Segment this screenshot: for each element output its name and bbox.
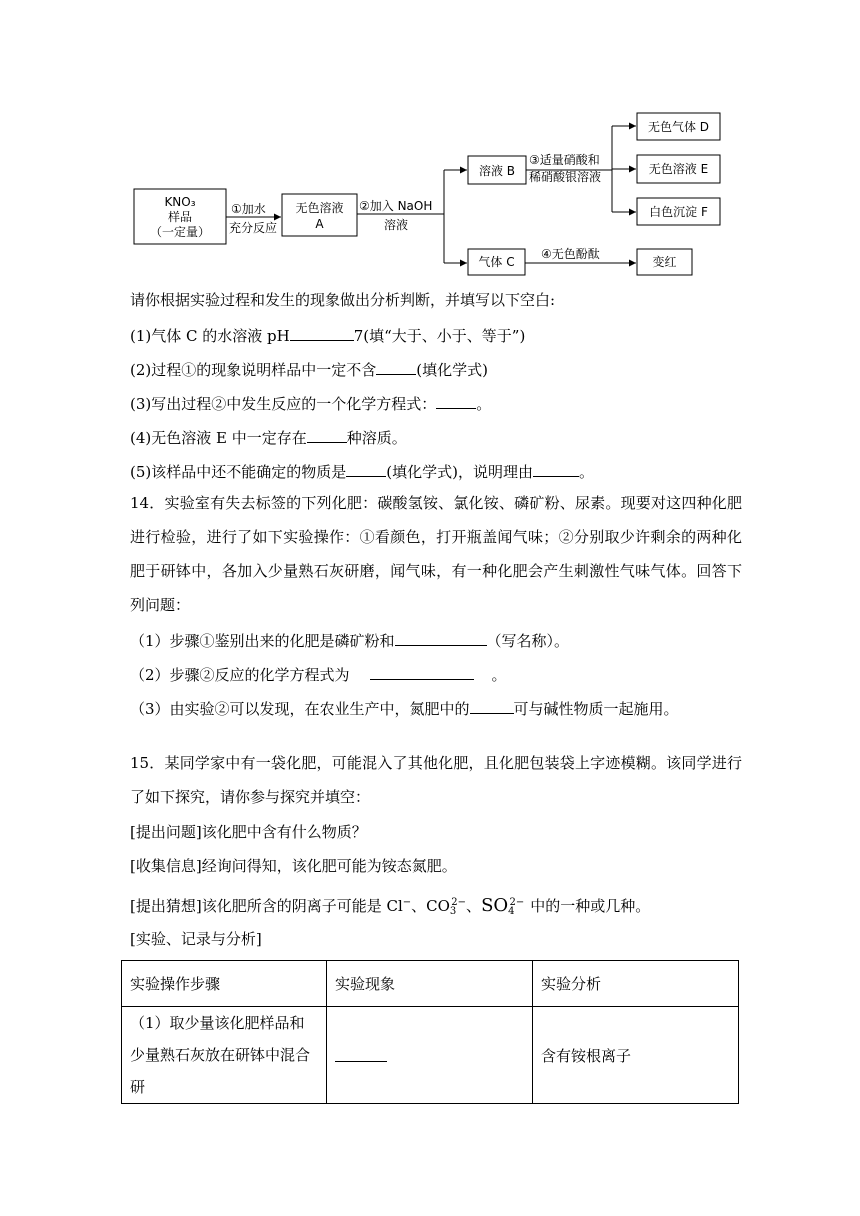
q13-part5-text: (5)该样品中还不能确定的物质是 (130, 463, 347, 481)
q15-hyp-co-charge: 2− (451, 897, 467, 908)
q13-part4 (130, 426, 407, 448)
q15-hyp-so: SO (481, 895, 509, 916)
q13-part4-text2: 种溶质。 (346, 429, 407, 447)
box-e-label: 无色溶液 E (648, 162, 709, 176)
q15-hyp-sep2: 、 (466, 897, 482, 915)
step4-label: ④无色酚酞 (541, 247, 600, 261)
q15-record-heading: [实验、记录与分析] (130, 930, 262, 948)
step3-label-line1: ③适量硝酸和 (529, 153, 600, 167)
table-header-step: 实验操作步骤 (122, 961, 327, 1007)
q13-part3-blank (436, 392, 476, 409)
step2-label-line1: ②加入 NaOH (359, 199, 433, 213)
step1-label-line2: 充分反应 (229, 221, 278, 235)
q14-stem: 14．实验室有失去标签的下列化肥：碳酸氢铵、氯化铵、磷矿粉、尿素。现要对这四种化肥进行检验，进行了如下实验操作：①看颜色，打开瓶盖闻气味；②分别取少许剩余的两种化肥于研钵中，各加入少量熟石灰研磨，闻气味，有一种化肥会产生刺激性气味气体。回答下列问题： (130, 494, 742, 614)
q13-part4-blank (307, 426, 347, 443)
q13-part5-text3: 。 (578, 463, 594, 481)
table-row1-analysis: 含有铵根离子 (533, 1007, 739, 1104)
q13-part2-text2: (填化学式) (416, 361, 488, 379)
table-header-phenomenon: 实验现象 (327, 961, 533, 1007)
q15-question: [提出问题]该化肥中含有什么物质？ (130, 823, 367, 841)
q13-intro: 请你根据实验过程和发生的现象做出分析判断，并填写以下空白: (130, 291, 556, 309)
q14-part1-blank (395, 629, 487, 646)
flow-diagram (0, 100, 860, 285)
q13-part1-text: (1)气体 C 的水溶液 pH (130, 327, 290, 345)
q13-part5 (130, 460, 594, 482)
q14-part1-text: （1）步骤①鉴别出来的化肥是磷矿粉和 (130, 632, 395, 650)
q15-stem: 15．某同学家中有一袋化肥，可能混入了其他化肥，且化肥包装袋上字迹模糊。该同学进行了如下探究，请你参与探究并填空： (130, 754, 742, 806)
q14-part2-text2: 。 (491, 666, 507, 684)
table-header-row (122, 961, 739, 1007)
box-c-label: 气体 C (478, 255, 515, 269)
box-a-line1: 无色溶液 (295, 201, 344, 215)
q15-hyp-so-charge: 2− (509, 897, 525, 908)
box-red-label: 变红 (652, 255, 677, 269)
q13-part1-blank (290, 324, 354, 341)
q13-part2-blank (376, 358, 416, 375)
q15-hyp-text2: 中的一种或几种。 (530, 897, 651, 915)
q15-hyp-so-sub: 4 (508, 906, 515, 917)
table-row1-blank (335, 1045, 387, 1062)
table-row1-phenomenon (327, 1007, 533, 1104)
step3-label-line2: 稀硝酸银溶液 (529, 170, 602, 184)
box-b-label: 溶液 B (478, 164, 516, 178)
q14-part2-text: （2）步骤②反应的化学方程式为 (130, 666, 350, 684)
table-header-analysis: 实验分析 (533, 961, 739, 1007)
q14-part3-blank (470, 697, 514, 714)
q15-hyp-text: [提出猜想]该化肥所含的阴离子可能是 Cl (130, 897, 403, 915)
q13-part4-text: (4)无色溶液 E 中一定存在 (130, 429, 307, 447)
q14-part2 (130, 663, 507, 685)
q14-part2-blank (370, 663, 474, 680)
step2-label-line2: 溶液 (384, 218, 409, 232)
q15-hyp-sep1: 、CO (411, 897, 450, 915)
table-row1-step: （1）取少量该化肥样品和少量熟石灰放在研钵中混合研 (122, 1007, 327, 1104)
q14-part3-text: （3）由实验②可以发现，在农业生产中，氮肥中的 (130, 700, 470, 718)
q13-part5-blank2 (533, 460, 579, 477)
sample-box-line3: （一定量） (149, 225, 211, 239)
q14-part1-text2: （写名称）。 (486, 632, 570, 650)
table-row (122, 1007, 739, 1104)
q13-part2-text: (2)过程①的现象说明样品中一定不含 (130, 361, 377, 379)
q13-part3 (130, 392, 491, 414)
q15-info: [收集信息]经询问得知，该化肥可能为铵态氮肥。 (130, 857, 457, 875)
q14-part1 (130, 629, 569, 651)
q13-part2 (130, 358, 488, 380)
q14-part3 (130, 697, 679, 719)
q13-part1 (130, 324, 525, 346)
q13-part3-text2: 。 (476, 395, 492, 413)
q15-hypothesis (130, 893, 650, 922)
q13-part5-text2: (填化学式)，说明理由 (386, 463, 533, 481)
box-f-label: 白色沉淀 F (649, 205, 708, 219)
sample-box-line1: KNO₃ (164, 195, 196, 209)
q13-part1-text2: 7(填“大于、小于、等于”) (353, 327, 526, 345)
q13-part5-blank1 (346, 460, 386, 477)
q13-part3-text: (3)写出过程②中发生反应的一个化学方程式： (130, 395, 437, 413)
sample-box-line2: 样品 (167, 210, 193, 224)
step1-label-line1: ①加水 (231, 202, 266, 216)
box-a-line2: A (315, 217, 324, 231)
experiment-table (121, 960, 739, 1104)
q15-hyp-cl-charge: − (402, 897, 412, 908)
box-d-label: 无色气体 D (647, 120, 710, 134)
q14-part3-text2: 可与碱性物质一起施用。 (513, 700, 679, 718)
q15-hyp-co-sub: 3 (449, 906, 457, 917)
